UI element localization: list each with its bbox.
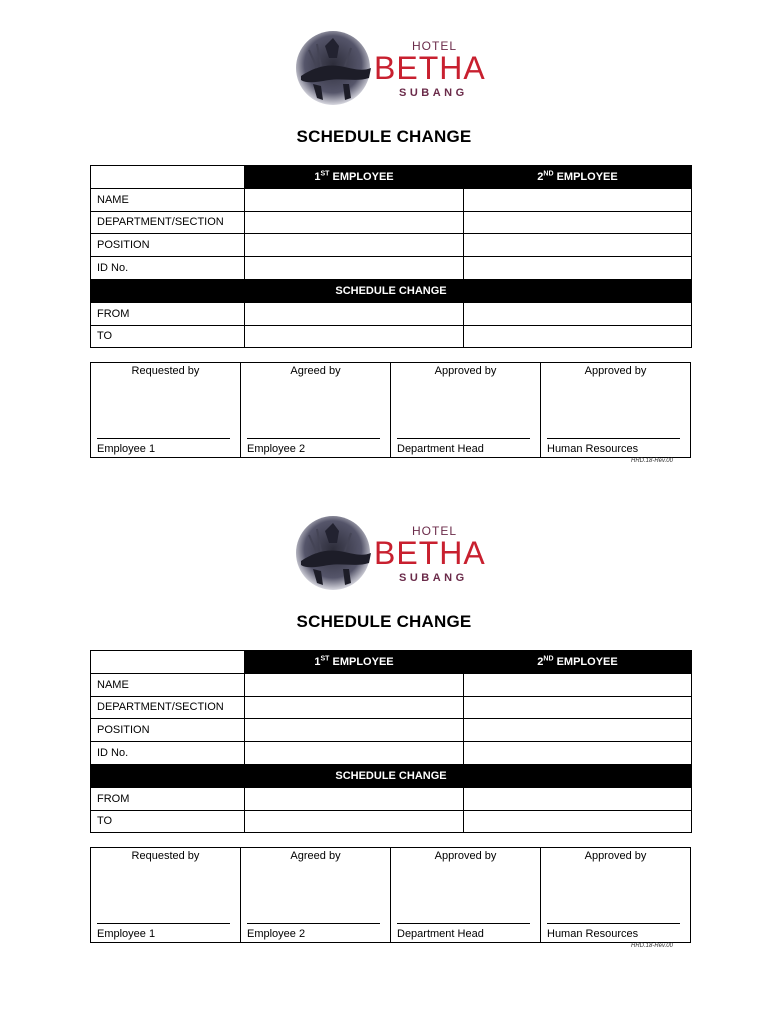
- signature-box-human-resources[interactable]: [541, 363, 691, 458]
- signature-box-department-head[interactable]: [391, 848, 541, 943]
- signature-table: [90, 847, 691, 943]
- form-title: SCHEDULE CHANGE: [296, 612, 472, 631]
- second-employee-header: 2ND EMPLOYEE: [464, 651, 692, 674]
- employee-details-table: [90, 165, 692, 348]
- statue-emblem-icon: [295, 28, 375, 110]
- employee1-from-field[interactable]: [245, 302, 464, 325]
- first-employee-header: 1ST EMPLOYEE: [245, 166, 464, 189]
- employee1-position-field[interactable]: [245, 719, 464, 742]
- signature-line: [397, 438, 530, 439]
- signature-line: [247, 438, 380, 439]
- signature-role: Employee 1: [97, 928, 156, 940]
- employee2-name-field[interactable]: [464, 188, 692, 211]
- signature-header: Requested by: [131, 365, 200, 377]
- schedule-change-section-header: SCHEDULE CHANGE: [91, 764, 692, 787]
- statue-emblem-icon: [295, 513, 375, 595]
- employee-details-table: [90, 650, 692, 833]
- employee1-department-field[interactable]: [245, 696, 464, 719]
- signature-header: Agreed by: [290, 365, 341, 377]
- employee1-name-field[interactable]: [245, 673, 464, 696]
- position-label: POSITION: [91, 719, 245, 742]
- first-employee-header: 1ST EMPLOYEE: [245, 651, 464, 674]
- employee1-to-field[interactable]: [245, 810, 464, 833]
- employee2-department-field[interactable]: [464, 211, 692, 234]
- signature-line: [547, 923, 680, 924]
- employee1-department-field[interactable]: [245, 211, 464, 234]
- signature-header: Requested by: [131, 850, 200, 862]
- signature-line: [547, 438, 680, 439]
- signature-header: Approved by: [584, 850, 647, 862]
- header-blank-cell: [91, 651, 245, 674]
- second-employee-header: 2ND EMPLOYEE: [464, 166, 692, 189]
- signature-role: Employee 1: [97, 443, 156, 455]
- signature-line: [397, 923, 530, 924]
- revision-code: HRD.18-Rev.00: [631, 943, 673, 949]
- signature-header: Approved by: [434, 850, 497, 862]
- hotel-logo: [295, 28, 486, 110]
- signature-line: [97, 923, 230, 924]
- form-title: SCHEDULE CHANGE: [296, 127, 472, 146]
- name-label: NAME: [91, 188, 245, 211]
- department-label: DEPARTMENT/SECTION: [91, 696, 245, 719]
- employee2-to-field[interactable]: [464, 810, 692, 833]
- brand-name: BETHA: [374, 50, 486, 86]
- to-label: TO: [91, 325, 245, 348]
- schedule-change-section-header: SCHEDULE CHANGE: [91, 279, 692, 302]
- schedule-change-form: [0, 0, 768, 480]
- brand-hotel-label: HOTEL: [412, 39, 458, 53]
- signature-line: [97, 438, 230, 439]
- schedule-change-form: [0, 485, 768, 965]
- header-blank-cell: [91, 166, 245, 189]
- employee2-id-field[interactable]: [464, 742, 692, 765]
- employee2-from-field[interactable]: [464, 302, 692, 325]
- id-label: ID No.: [91, 257, 245, 280]
- brand-name: BETHA: [374, 535, 486, 571]
- from-label: FROM: [91, 302, 245, 325]
- employee1-from-field[interactable]: [245, 787, 464, 810]
- employee2-to-field[interactable]: [464, 325, 692, 348]
- signature-box-requested[interactable]: [91, 363, 241, 458]
- signature-header: Approved by: [434, 365, 497, 377]
- hotel-logo: [295, 513, 486, 595]
- brand-hotel-label: HOTEL: [412, 524, 458, 538]
- employee1-name-field[interactable]: [245, 188, 464, 211]
- signature-role: Human Resources: [547, 443, 639, 455]
- employee2-from-field[interactable]: [464, 787, 692, 810]
- signature-box-department-head[interactable]: [391, 363, 541, 458]
- signature-box-agreed[interactable]: [241, 848, 391, 943]
- signature-table: [90, 362, 691, 458]
- signature-role: Department Head: [397, 928, 484, 940]
- from-label: FROM: [91, 787, 245, 810]
- employee1-id-field[interactable]: [245, 257, 464, 280]
- employee2-department-field[interactable]: [464, 696, 692, 719]
- signature-role: Human Resources: [547, 928, 639, 940]
- employee2-name-field[interactable]: [464, 673, 692, 696]
- signature-header: Agreed by: [290, 850, 341, 862]
- employee2-id-field[interactable]: [464, 257, 692, 280]
- signature-role: Department Head: [397, 443, 484, 455]
- employee2-position-field[interactable]: [464, 234, 692, 257]
- signature-box-agreed[interactable]: [241, 363, 391, 458]
- position-label: POSITION: [91, 234, 245, 257]
- employee1-id-field[interactable]: [245, 742, 464, 765]
- revision-code: HRD.18-Rev.00: [631, 458, 673, 464]
- id-label: ID No.: [91, 742, 245, 765]
- signature-role: Employee 2: [247, 928, 306, 940]
- employee2-position-field[interactable]: [464, 719, 692, 742]
- employee1-to-field[interactable]: [245, 325, 464, 348]
- brand-location: SUBANG: [399, 572, 468, 584]
- signature-box-requested[interactable]: [91, 848, 241, 943]
- signature-line: [247, 923, 380, 924]
- signature-header: Approved by: [584, 365, 647, 377]
- brand-location: SUBANG: [399, 87, 468, 99]
- signature-role: Employee 2: [247, 443, 306, 455]
- name-label: NAME: [91, 673, 245, 696]
- signature-box-human-resources[interactable]: [541, 848, 691, 943]
- to-label: TO: [91, 810, 245, 833]
- employee1-position-field[interactable]: [245, 234, 464, 257]
- department-label: DEPARTMENT/SECTION: [91, 211, 245, 234]
